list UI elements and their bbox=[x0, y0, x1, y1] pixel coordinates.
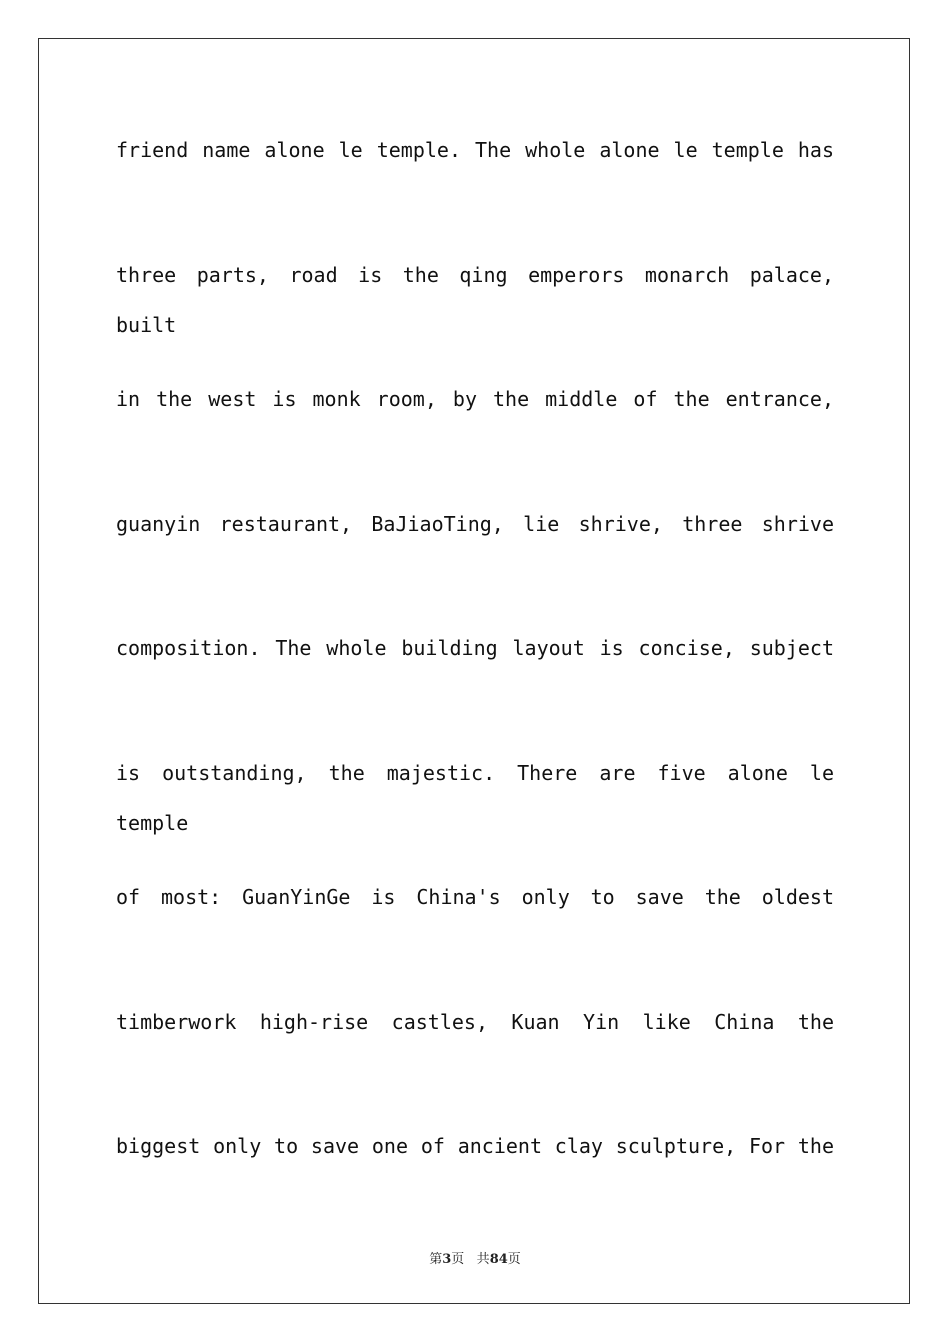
text-line-5-content: composition. The whole building layout is concise, subject bbox=[116, 636, 834, 660]
text-line-1-content: friend name alone le temple. The whole alone le temple has bbox=[116, 138, 834, 162]
document-body bbox=[116, 125, 834, 1246]
text-line-9 bbox=[116, 1121, 834, 1246]
text-line-4 bbox=[116, 499, 834, 624]
text-line-5 bbox=[116, 623, 834, 748]
page-suffix: 页 bbox=[451, 1252, 465, 1267]
text-line-7 bbox=[116, 872, 834, 997]
page-footer bbox=[0, 1248, 950, 1267]
total-suffix: 页 bbox=[507, 1252, 521, 1267]
text-line-3-content: in the west is monk room, by the middle of the entrance, bbox=[116, 387, 834, 411]
text-line-1 bbox=[116, 125, 834, 250]
total-prefix: 共 bbox=[476, 1252, 490, 1267]
text-line-8 bbox=[116, 997, 834, 1122]
page-number: 3 bbox=[442, 1252, 452, 1267]
text-line-3 bbox=[116, 374, 834, 499]
text-line-8-content: timberwork high-rise castles, Kuan Yin like China the bbox=[116, 1009, 834, 1034]
page-prefix: 第 bbox=[429, 1252, 443, 1267]
total-pages: 84 bbox=[489, 1252, 508, 1267]
text-line-6-content: is outstanding, the majestic. There are five alone le temple bbox=[116, 760, 834, 835]
text-line-7-content: of most: GuanYinGe is China's only to save the oldest bbox=[116, 885, 834, 909]
text-line-6 bbox=[116, 748, 834, 873]
text-line-4-content: guanyin restaurant, BaJiaoTing, lie shrive, three shrive bbox=[116, 511, 834, 536]
text-line-2-content: three parts, road is the qing emperors monarch palace, built bbox=[116, 262, 834, 337]
text-line-2 bbox=[116, 250, 834, 375]
text-line-9-content: biggest only to save one of ancient clay sculpture, For the bbox=[116, 1134, 834, 1158]
